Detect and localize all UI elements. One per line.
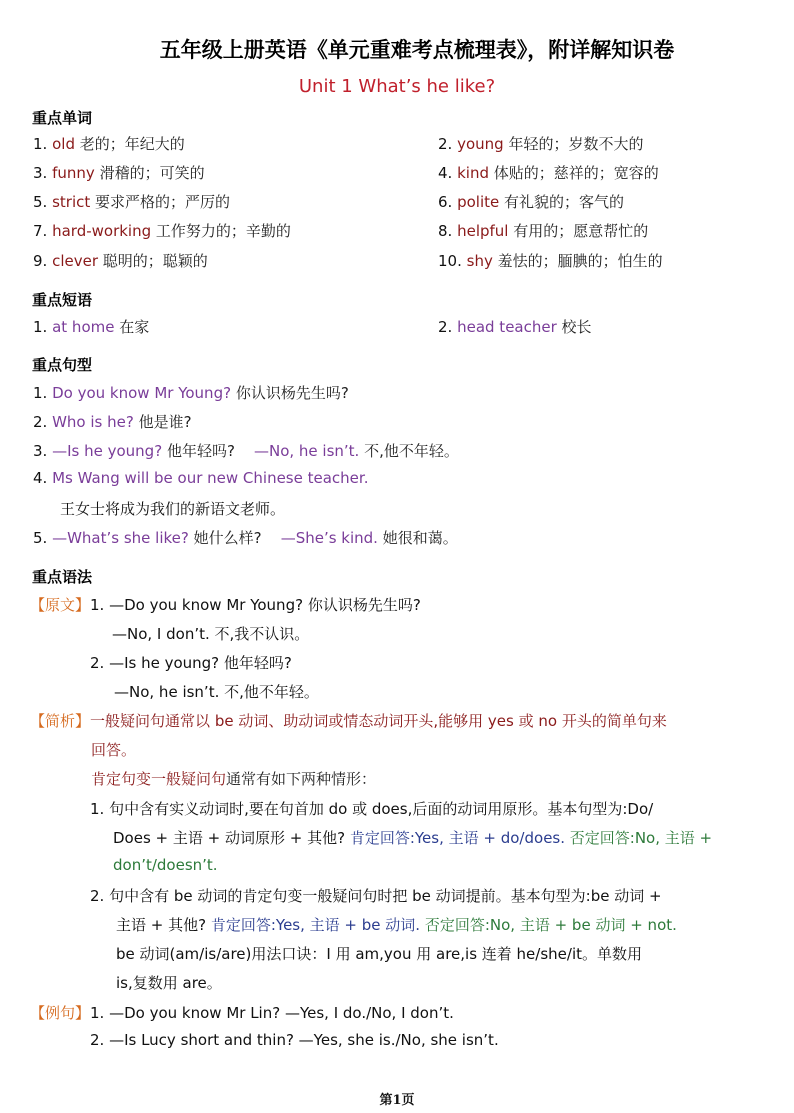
grammar-rule-line: is,复数用 are。 [116,974,222,992]
grammar-original: 【原文】1. —Do you know Mr Young? 你认识杨先生吗? [30,596,421,614]
word-item: 9. clever 聪明的；聪颖的 [33,252,208,270]
tag-original: 【原文】 [30,596,91,614]
sentence-translation: 王女士将成为我们的新语文老师。 [60,500,286,518]
sentence-item: 3. —Is he young? 他年轻吗? —No, he isn’t. 不,他不年轻。 [33,442,459,460]
grammar-rule-line: don’t/doesn’t. [113,856,218,874]
grammar-original-line: —No, I don’t. 不,我不认识。 [112,625,310,643]
grammar-example-line: 2. —Is Lucy short and thin? —Yes, she is./No, she isn’t. [90,1031,499,1049]
unit-title: Unit 1 What’s he like? [298,76,496,97]
word-item: 8. helpful 有用的；愿意帮忙的 [438,222,649,240]
section-sentences-heading: 重点句型 [32,356,93,374]
grammar-original-line: 2. —Is he young? 他年轻吗? [90,654,292,672]
phrase-item: 2. head teacher 校长 [438,318,592,336]
word-item: 3. funny 滑稽的；可笑的 [33,164,205,182]
sentence-item: 1. Do you know Mr Young? 你认识杨先生吗? [33,384,349,402]
word-item: 6. polite 有礼貌的；客气的 [438,193,625,211]
word-item: 10. shy 羞怯的；腼腆的；怕生的 [438,252,663,270]
section-words-heading: 重点单词 [32,109,93,127]
section-phrases-heading: 重点短语 [32,291,93,309]
grammar-rule-line: 1. 句中含有实义动词时,要在句首加 do 或 does,后面的动词用原形。基本句型为:Do/ [90,800,654,818]
word-item: 5. strict 要求严格的；严厉的 [33,193,231,211]
grammar-rule-line: 主语 + 其他? 肯定回答:Yes, 主语 + be 动词. 否定回答:No, 主语 + be 动词 + not. [116,916,677,934]
grammar-example: 【例句】1. —Do you know Mr Lin? —Yes, I do./No, I don’t. [30,1004,454,1022]
phrase-item: 1. at home 在家 [33,318,150,336]
grammar-original-line: —No, he isn’t. 不,他不年轻。 [114,683,319,701]
sentence-item: 2. Who is he? 他是谁? [33,413,192,431]
sentence-item: 4. Ms Wang will be our new Chinese teacher. [33,469,369,487]
grammar-rule-line: be 动词(am/is/are)用法口诀：I 用 am,you 用 are,is 连着 he/she/it。单数用 [116,945,642,963]
word-item: 1. old 老的；年纪大的 [33,135,185,153]
section-grammar-heading: 重点语法 [32,568,93,586]
page-number: 第1页 [379,1093,415,1108]
grammar-rule-line: 2. 句中含有 be 动词的肯定句变一般疑问句时把 be 动词提前。基本句型为:be 动词 + [90,887,662,905]
tag-analysis: 【简析】 [30,712,91,730]
tag-example: 【例句】 [30,1004,91,1022]
sentence-item: 5. —What’s she like? 她什么样? —She’s kind. 她很和蔼。 [33,529,458,547]
grammar-analysis-line: 肯定句变一般疑问句通常有如下两种情形： [91,770,377,788]
grammar-analysis-line: 回答。 [91,741,137,759]
document-title: 五年级上册英语《单元重难考点梳理表》，附详解知识卷 [159,37,675,62]
word-item: 7. hard-working 工作努力的；辛勤的 [33,222,291,240]
word-item: 2. young 年轻的；岁数不大的 [438,135,644,153]
grammar-analysis: 【简析】一般疑问句通常以 be 动词、助动词或情态动词开头,能够用 yes 或 no 开头的简单句来 [30,712,667,730]
word-item: 4. kind 体贴的；慈祥的；宽容的 [438,164,659,182]
grammar-rule-line: Does + 主语 + 动词原形 + 其他? 肯定回答:Yes, 主语 + do/does. 否定回答:No, 主语 + [113,829,713,847]
